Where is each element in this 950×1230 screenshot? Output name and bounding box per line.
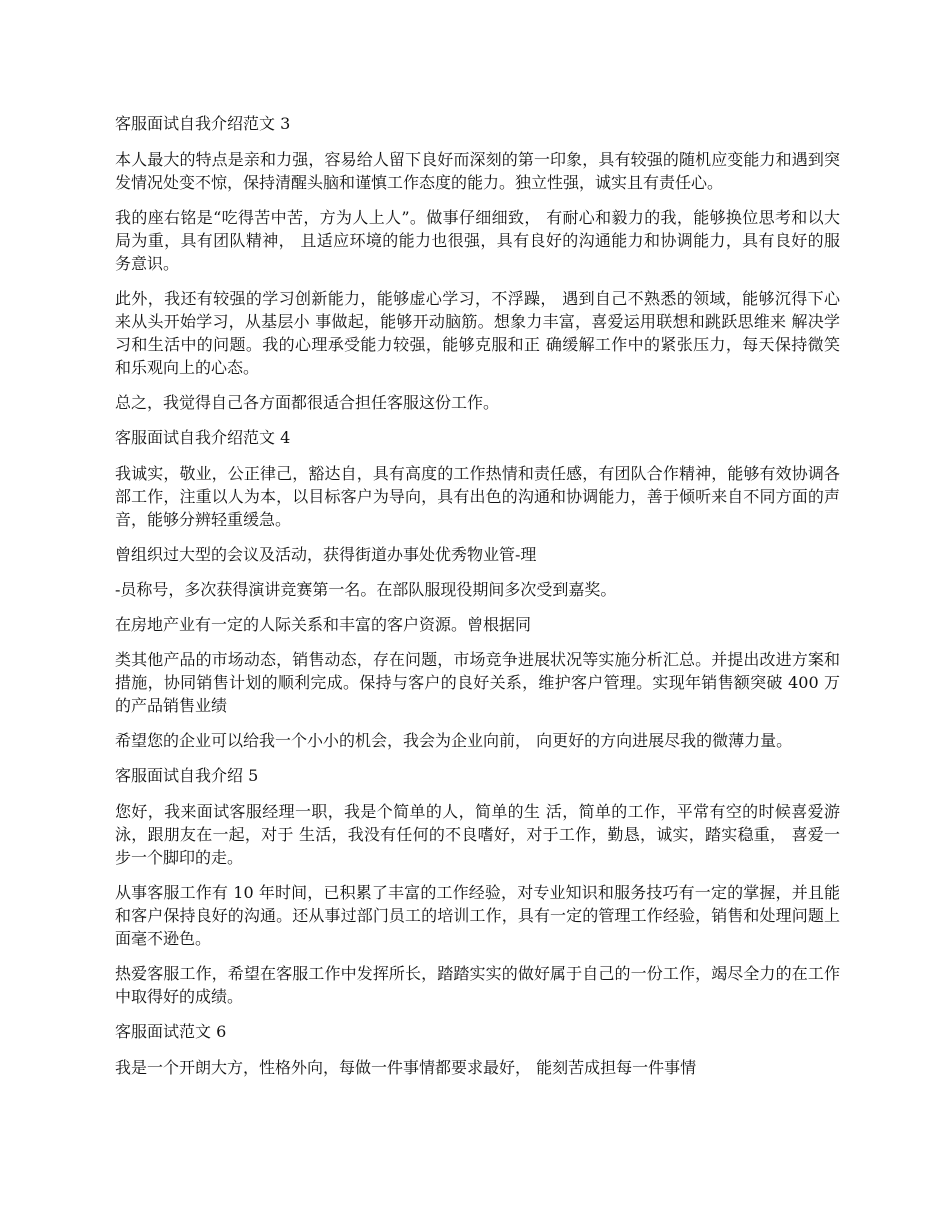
paragraph: -员称号，多次获得演讲竞赛第一名。在部队服现役期间多次受到嘉奖。 bbox=[115, 580, 617, 599]
document-body bbox=[115, 112, 840, 1091]
paragraph: 在房地产业有一定的人际关系和丰富的客户资源。曾根据同 bbox=[115, 615, 532, 634]
paragraph: 我诚实，敬业，公正律己，豁达自，具有高度的工作热情和责任感，有团队合作精神，能够有效协调各部工作，注重以人为本，以目标客户为导向，具有出色的沟通和协调能力，善于倾听来自不同方面的声音，能够分辨轻重缓急。 bbox=[115, 464, 840, 529]
paragraph: 此外，我还有较强的学习创新能力，能够虚心学习，不浮躁， 遇到自己不熟悉的领域，能够沉得下心来从头开始学习，从基层小 事做起，能够开动脑筋。想象力丰富，喜爱运用联想和跳跃思维来 解决学习和生活中的问题。我的心理承受能力较强，能够克服和正 确缓解工作中的紧张压力，每天保持微笑和乐观向上的心态。 bbox=[115, 289, 840, 377]
section-heading-5: 客服面试自我介绍 5 bbox=[115, 766, 259, 785]
paragraph: 曾组织过大型的会议及活动，获得街道办事处优秀物业管-理 bbox=[115, 545, 537, 564]
paragraph: 您好，我来面试客服经理一职，我是个简单的人，简单的生 活，简单的工作，平常有空的时候喜爱游泳，跟朋友在一起，对于 生活，我没有任何的不良嗜好，对于工作，勤恳，诚实，踏实稳重， 喜爱一步一个脚印的走。 bbox=[115, 802, 840, 867]
paragraph: 类其他产品的市场动态，销售动态，存在问题，市场竞争进展状况等实施分析汇总。并提出改进方案和措施，协同销售计划的顺利完成。保持与客户的良好关系，维护客户管理。实现年销售额突破 400 万的产品销售业绩 bbox=[115, 650, 840, 715]
section-heading-3: 客服面试自我介绍范文 3 bbox=[115, 114, 291, 133]
paragraph: 我是一个开朗大方，性格外向，每做一件事情都要求最好， 能刻苦成担每一件事情 bbox=[115, 1058, 697, 1077]
paragraph: 从事客服工作有 10 年时间，已积累了丰富的工作经验，对专业知识和服务技巧有一定的掌握，并且能和客户保持良好的沟通。还从事过部门员工的培训工作，具有一定的管理工作经验，销售和处理问题上面毫不逊色。 bbox=[115, 883, 840, 948]
paragraph: 希望您的企业可以给我一个小小的机会，我会为企业向前， 向更好的方向进展尽我的微薄力量。 bbox=[115, 731, 793, 750]
paragraph: 我的座右铭是“吃得苦中苦，方为人上人”。做事仔细细致， 有耐心和毅力的我，能够换位思考和以大局为重，具有团队精神， 且适应环境的能力也很强，具有良好的沟通能力和协调能力，具有良好的服务意识。 bbox=[115, 208, 840, 273]
paragraph: 热爱客服工作，希望在客服工作中发挥所长，踏踏实实的做好属于自己的一份工作，竭尽全力的在工作中取得好的成绩。 bbox=[115, 964, 840, 1006]
section-heading-6: 客服面试范文 6 bbox=[115, 1022, 227, 1041]
paragraph: 总之，我觉得自己各方面都很适合担任客服这份工作。 bbox=[115, 393, 500, 412]
paragraph: 本人最大的特点是亲和力强，容易给人留下良好而深刻的第一印象，具有较强的随机应变能力和遇到突发情况处变不惊，保持清醒头脑和谨慎工作态度的能力。独立性强，诚实且有责任心。 bbox=[115, 150, 840, 192]
section-heading-4: 客服面试自我介绍范文 4 bbox=[115, 428, 291, 447]
